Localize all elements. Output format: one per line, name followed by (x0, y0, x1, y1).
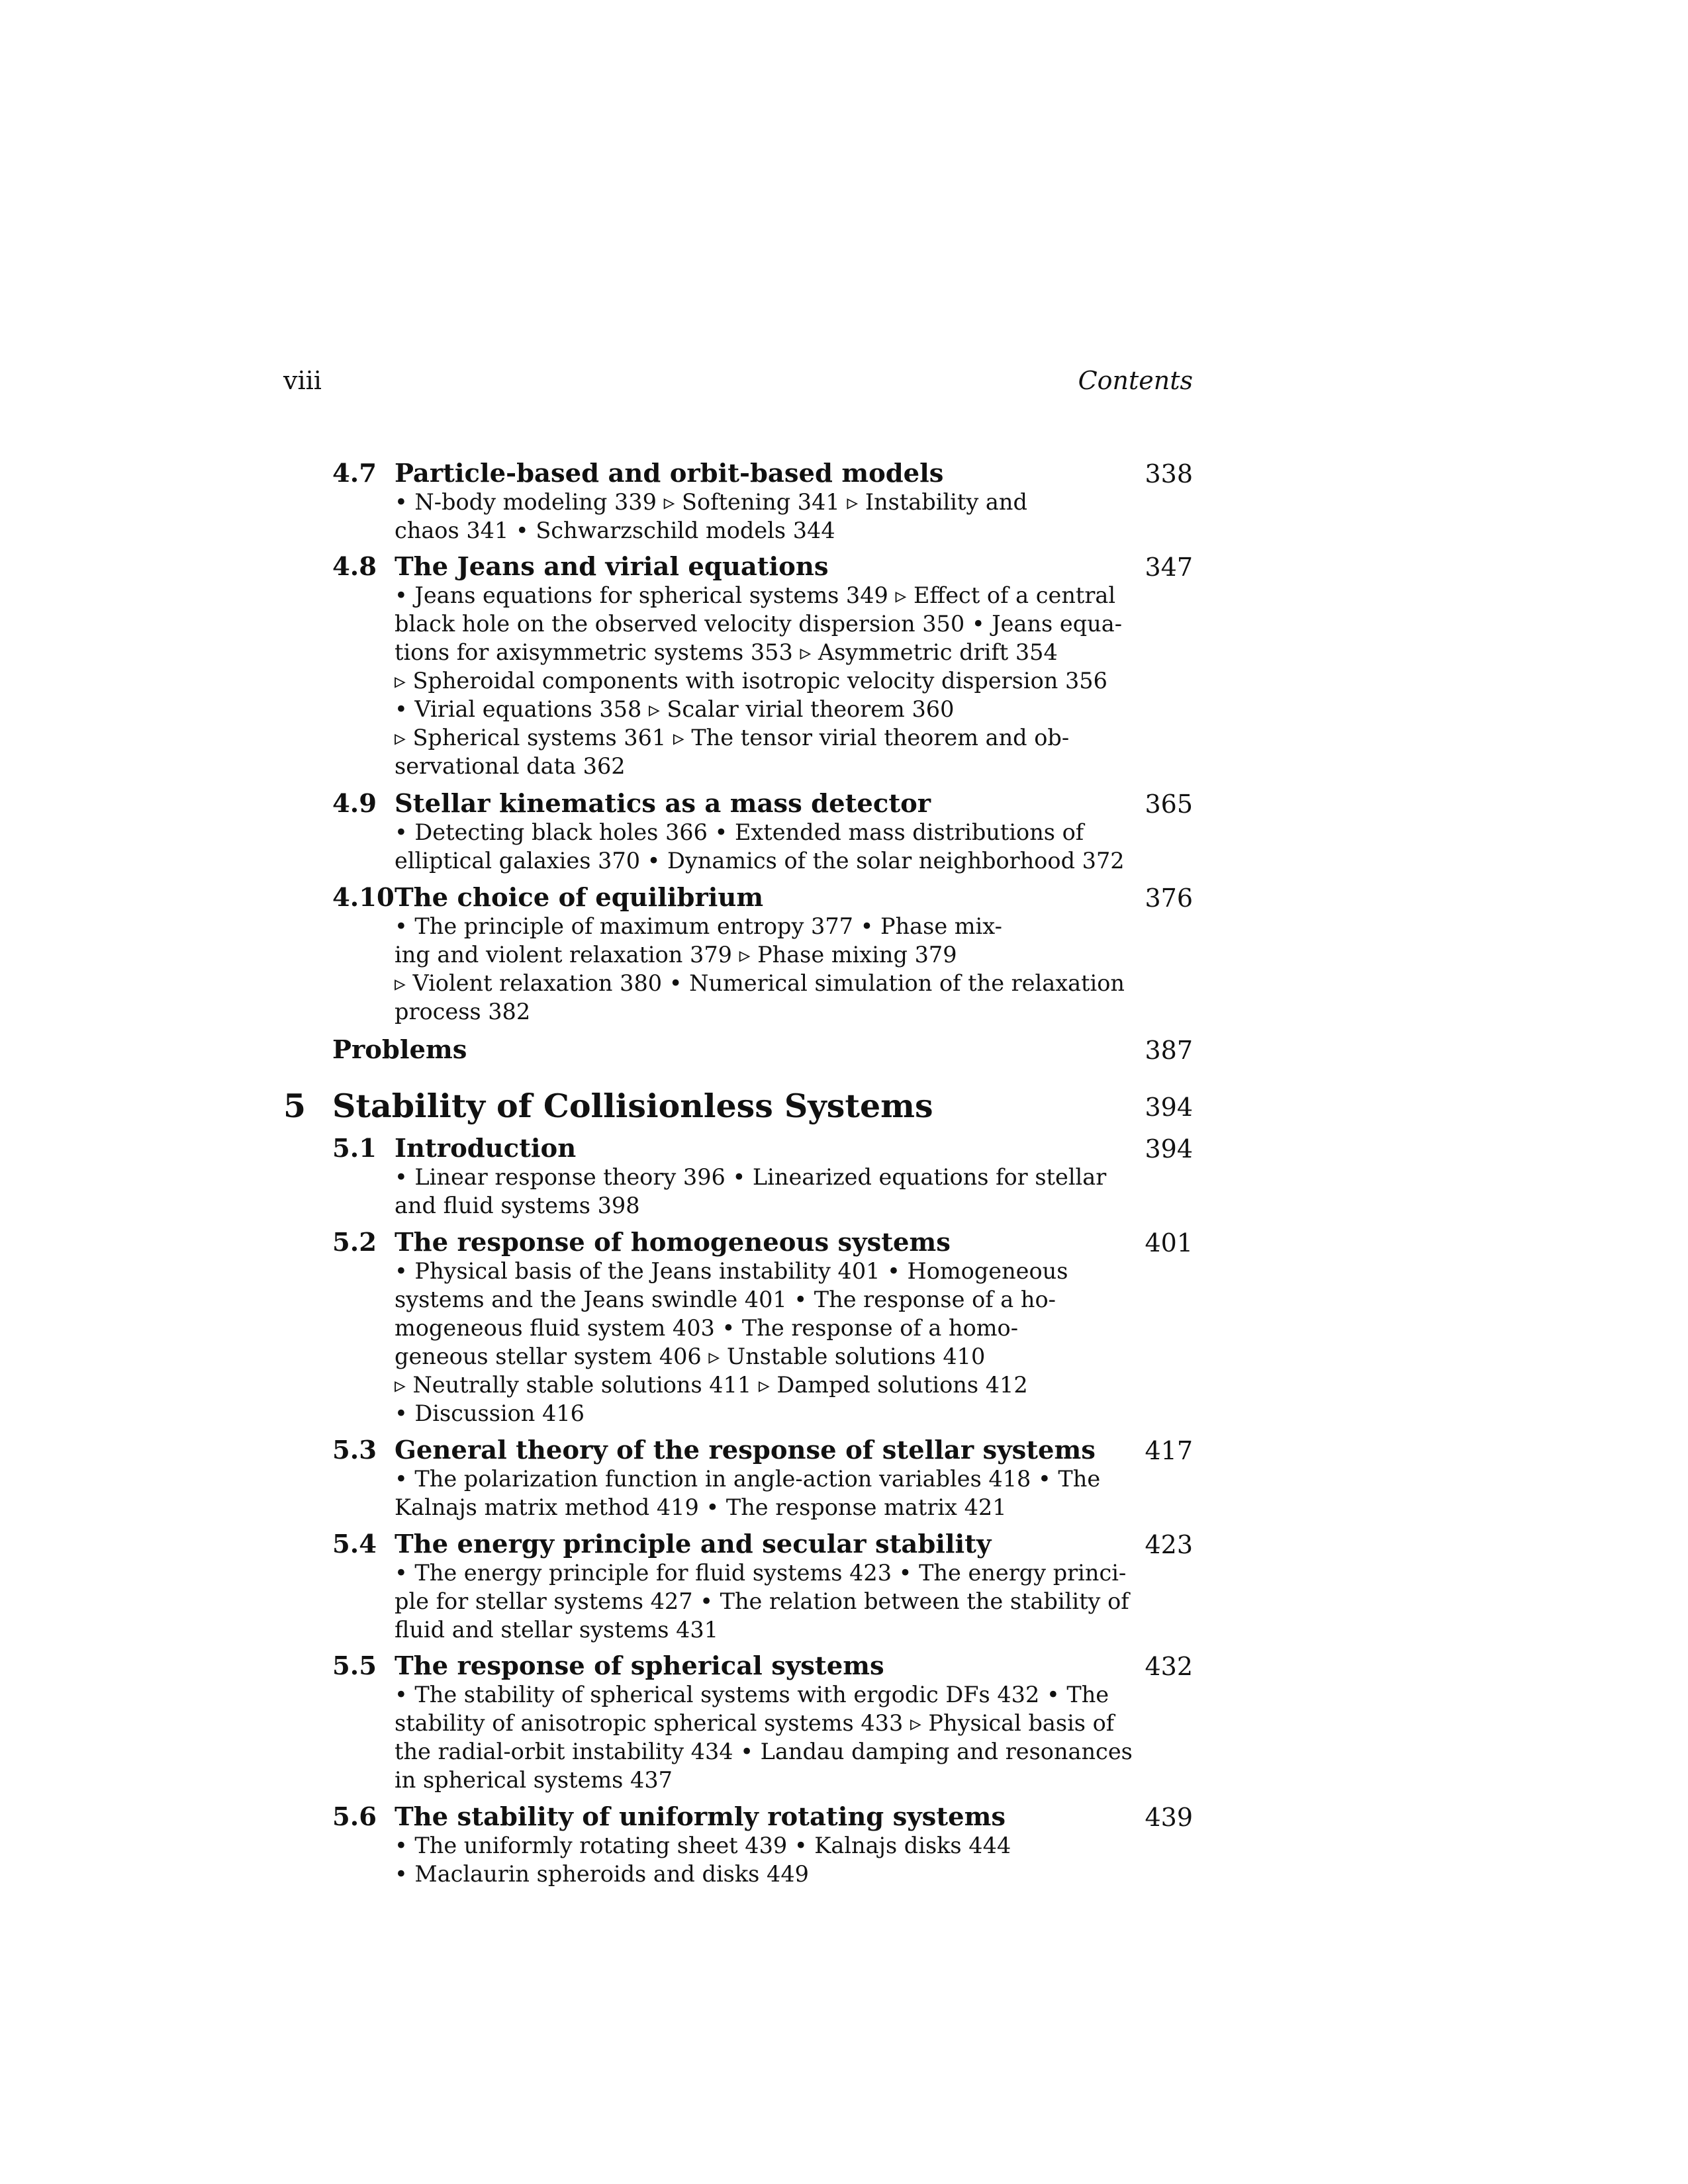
subsection-line: • N-body modeling 339 ▹ Softening 341 ▹ Instability and (395, 489, 1027, 515)
subsection-line: • Maclaurin spheroids and disks 449 (395, 1861, 809, 1887)
subsection-line: ▹ Violent relaxation 380 • Numerical simulation of the relaxation (395, 970, 1125, 996)
section-page: 432 (1145, 1652, 1193, 1681)
subsection-line: chaos 341 • Schwarzschild models 344 (395, 518, 835, 543)
section-title: General theory of the response of stellar systems (395, 1435, 1096, 1465)
subsection-line: black hole on the observed velocity dispersion 350 • Jeans equa- (395, 611, 1123, 637)
section-number: 4.7 (332, 459, 377, 488)
running-title: Contents (1078, 366, 1193, 395)
section-page: 401 (1145, 1228, 1193, 1257)
subsection-line: • Detecting black holes 366 • Extended mass distributions of (395, 819, 1084, 845)
section-number: 4.8 (332, 552, 377, 582)
section-page: 347 (1145, 553, 1193, 582)
section-title: Introduction (395, 1134, 577, 1163)
subsection-line: stability of anisotropic spherical systems 433 ▹ Physical basis of (395, 1710, 1115, 1736)
subsection-line: ▹ Neutrally stable solutions 411 ▹ Damped solutions 412 (395, 1372, 1028, 1398)
subsection-line: systems and the Jeans swindle 401 • The response of a ho- (395, 1287, 1056, 1312)
subsection-line: mogeneous fluid system 403 • The response of a homo- (395, 1315, 1019, 1341)
section-page: 338 (1145, 459, 1193, 488)
section-title: The choice of equilibrium (395, 883, 764, 913)
chapter-number: 5 (283, 1087, 306, 1125)
section-page: 439 (1145, 1803, 1193, 1832)
subsection-line: ▹ Spheroidal components with isotropic velocity dispersion 356 (395, 668, 1107, 694)
section-page: 394 (1145, 1134, 1193, 1163)
subsection-line: • Physical basis of the Jeans instability 401 • Homogeneous (395, 1258, 1068, 1284)
subsection-line: • The stability of spherical systems with ergodic DFs 432 • The (395, 1682, 1109, 1707)
section-page: 423 (1145, 1530, 1193, 1559)
subsection-line: Kalnajs matrix method 419 • The response matrix 421 (395, 1494, 1007, 1520)
subsection-line: • Linear response theory 396 • Linearized equations for stellar (395, 1164, 1107, 1190)
chapter-page: 394 (1145, 1093, 1193, 1122)
section-page: 365 (1145, 790, 1193, 819)
subsection-line: • The polarization function in angle-action variables 418 • The (395, 1466, 1101, 1492)
subsection-line: • The uniformly rotating sheet 439 • Kalnajs disks 444 (395, 1833, 1011, 1858)
section-page: 417 (1145, 1436, 1193, 1465)
subsection-line: fluid and stellar systems 431 (395, 1617, 719, 1643)
section-title: Stellar kinematics as a mass detector (395, 789, 931, 819)
section-title: The stability of uniformly rotating systems (395, 1802, 1006, 1832)
section-number: 5.5 (332, 1651, 377, 1681)
subsection-line: and fluid systems 398 (395, 1193, 640, 1218)
subsection-line: the radial-orbit instability 434 • Landau damping and resonances (395, 1739, 1133, 1764)
section-number: 4.9 (332, 789, 377, 819)
subsection-line: geneous stellar system 406 ▹ Unstable solutions 410 (395, 1343, 986, 1369)
subsection-line: ing and violent relaxation 379 ▹ Phase mixing 379 (395, 942, 957, 968)
subsection-line: in spherical systems 437 (395, 1767, 673, 1793)
subsection-line: • Virial equations 358 ▹ Scalar virial theorem 360 (395, 696, 955, 722)
subsection-line: tions for axisymmetric systems 353 ▹ Asymmetric drift 354 (395, 639, 1058, 665)
section-title: Problems (332, 1035, 467, 1065)
section-page: 387 (1145, 1036, 1193, 1065)
subsection-line: process 382 (395, 999, 531, 1024)
section-number: 5.2 (332, 1228, 377, 1257)
subsection-line: ▹ Spherical systems 361 ▹ The tensor virial theorem and ob- (395, 725, 1070, 751)
subsection-line: elliptical galaxies 370 • Dynamics of the solar neighborhood 372 (395, 848, 1125, 874)
section-number: 4.10 (332, 883, 395, 913)
section-page: 376 (1145, 884, 1193, 913)
section-number: 5.3 (332, 1435, 377, 1465)
subsection-line: ple for stellar systems 427 • The relation between the stability of (395, 1588, 1129, 1614)
section-title: The response of spherical systems (395, 1651, 884, 1681)
section-number: 5.4 (332, 1529, 377, 1559)
subsection-line: • Discussion 416 (395, 1400, 585, 1426)
section-title: Particle-based and orbit-based models (395, 459, 944, 488)
subsection-line: • The principle of maximum entropy 377 • Phase mix- (395, 913, 1002, 939)
section-title: The energy principle and secular stability (395, 1529, 992, 1559)
subsection-line: • Jeans equations for spherical systems 349 ▹ Effect of a central (395, 582, 1116, 608)
subsection-line: • The energy principle for fluid systems 423 • The energy princi- (395, 1560, 1127, 1586)
section-number: 5.6 (332, 1802, 377, 1832)
chapter-title: Stability of Collisionless Systems (332, 1087, 933, 1125)
subsection-line: servational data 362 (395, 753, 626, 779)
section-number: 5.1 (332, 1134, 377, 1163)
page-number: viii (283, 366, 322, 395)
section-title: The Jeans and virial equations (395, 552, 829, 582)
section-title: The response of homogeneous systems (395, 1228, 951, 1257)
